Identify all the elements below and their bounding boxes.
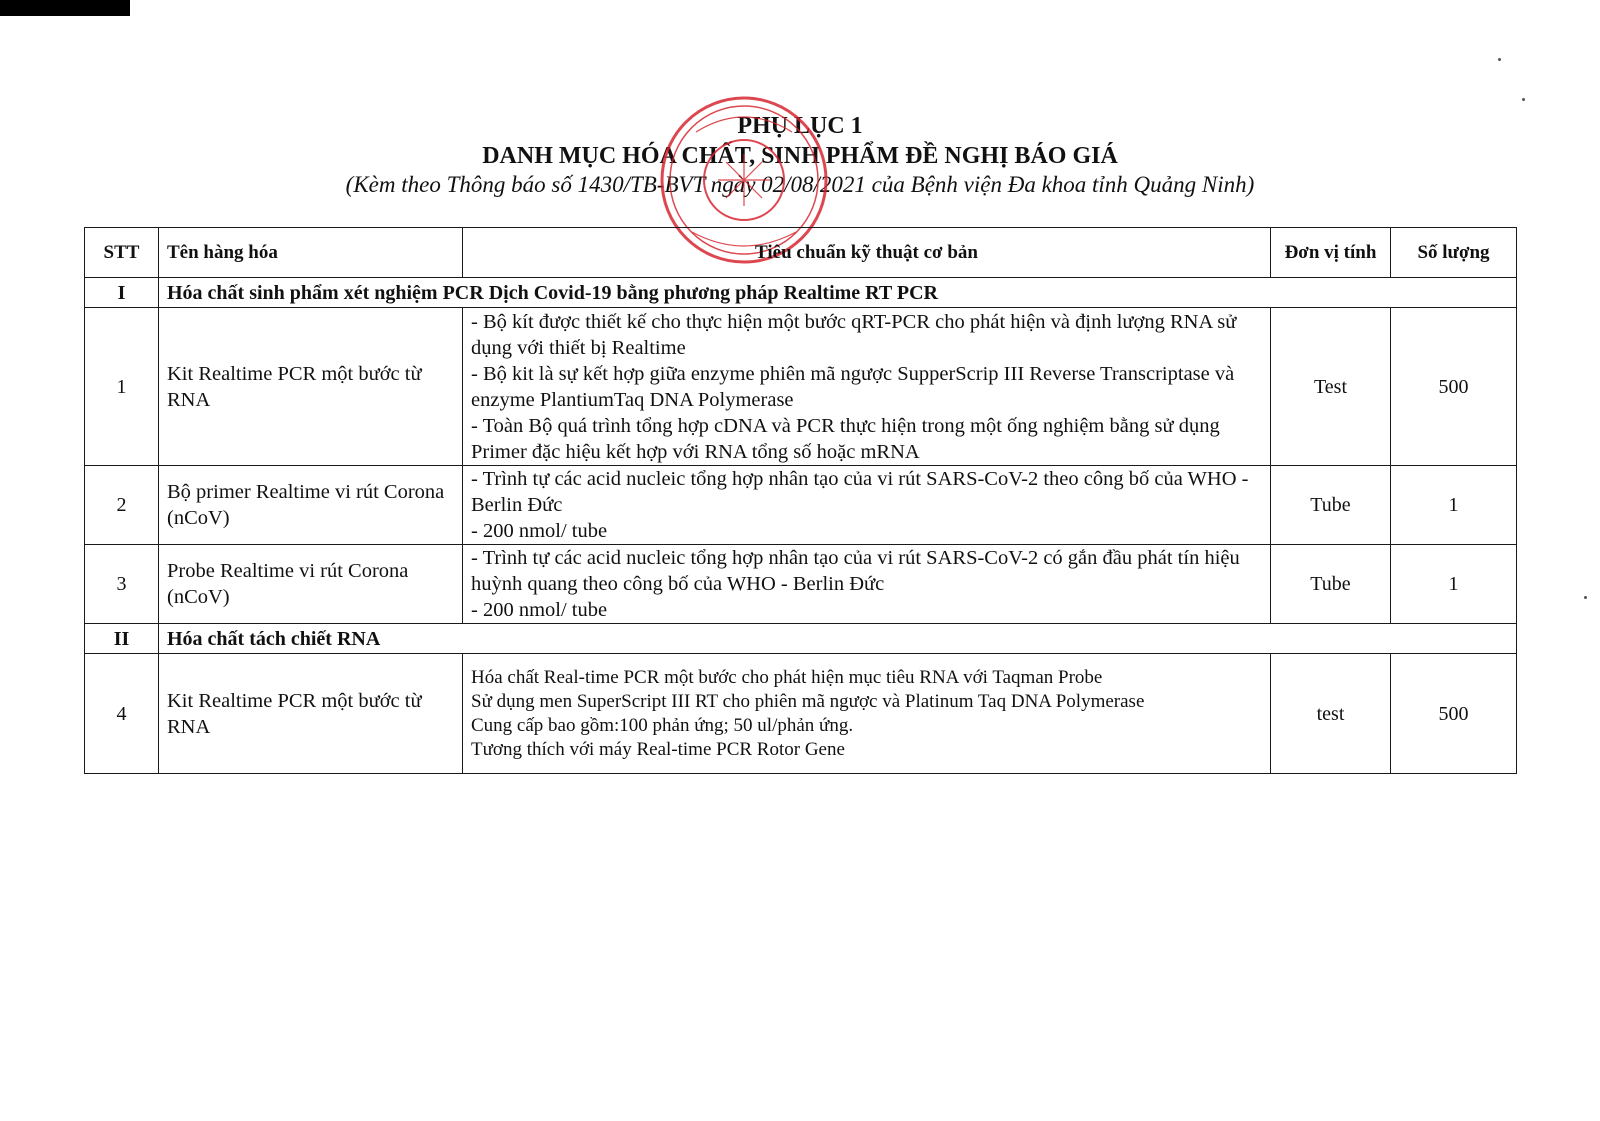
row-unit: Test: [1271, 308, 1391, 466]
quotation-table: [84, 227, 1517, 774]
spec-line: - Trình tự các acid nucleic tổng hợp nhân tạo của vi rút SARS-CoV-2 theo công bố của WHO - Berlin Đức: [471, 468, 1249, 516]
spec-line: - Trình tự các acid nucleic tổng hợp nhân tạo của vi rút SARS-CoV-2 có gắn đầu phát tín hiệu huỳnh quang theo công bố của WHO - Berlin Đức: [471, 547, 1240, 595]
section-number: I: [85, 278, 159, 308]
document-subtitle: (Kèm theo Thông báo số 1430/TB-BVT ngày 02/08/2021 của Bệnh viện Đa khoa tỉnh Quảng Ninh): [345, 172, 1255, 197]
row-stt: 2: [85, 466, 159, 545]
spec-line: Hóa chất Real-time PCR một bước cho phát hiện mục tiêu RNA với Taqman Probe: [471, 666, 1103, 688]
row-unit: Tube: [1271, 466, 1391, 545]
section-row: [85, 624, 1517, 654]
column-header-unit: Đơn vị tính: [1271, 228, 1391, 278]
column-header-qty: Số lượng: [1391, 228, 1517, 278]
column-header-spec: Tiêu chuẩn kỹ thuật cơ bản: [463, 228, 1271, 278]
row-qty: 1: [1391, 466, 1517, 545]
spec-line: - Toàn Bộ quá trình tổng hợp cDNA và PCR thực hiện trong một ống nghiệm bằng sử dụng Primer đặc hiệu kết hợp với RNA tổng số hoặc mRNA: [471, 414, 1220, 463]
row-spec: [463, 308, 1271, 466]
section-number: II: [85, 624, 159, 654]
column-header-stt: STT: [85, 228, 159, 278]
row-name: Probe Realtime vi rút Corona (nCoV): [159, 545, 463, 624]
table-header-row: [85, 228, 1517, 278]
section-title: Hóa chất tách chiết RNA: [159, 624, 1517, 654]
document-title: DANH MỤC HÓA CHẤT, SINH PHẨM ĐỀ NGHỊ BÁO GIÁ: [482, 143, 1118, 169]
row-name: Kit Realtime PCR một bước từ RNA: [159, 308, 463, 466]
scan-corner-mark: [0, 0, 130, 16]
appendix-label: PHỤ LỤC 1: [737, 113, 863, 139]
spec-line: Tương thích với máy Real-time PCR Rotor Gene: [471, 738, 845, 760]
table-row: [85, 466, 1517, 545]
row-stt: 4: [85, 654, 159, 774]
row-spec: [463, 654, 1271, 774]
spec-line: - Bộ kit là sự kết hợp giữa enzyme phiên mã ngược SupperScrip III Reverse Transcriptase và enzyme PlantiumTaq DNA Polymerase: [471, 362, 1235, 411]
spec-line: Sử dụng men SuperScript III RT cho phiên mã ngược và Platinum Taq DNA Polymerase: [471, 690, 1145, 712]
row-name: Bộ primer Realtime vi rút Corona (nCoV): [159, 466, 463, 545]
table-row: [85, 308, 1517, 466]
column-header-name: Tên hàng hóa: [159, 228, 463, 278]
row-qty: 500: [1391, 654, 1517, 774]
row-stt: 3: [85, 545, 159, 624]
row-unit: test: [1271, 654, 1391, 774]
row-qty: 1: [1391, 545, 1517, 624]
spec-line: - Bộ kít được thiết kế cho thực hiện một bước qRT-PCR cho phát hiện và định lượng RNA sử dụng với thiết bị Realtime: [471, 310, 1237, 359]
table-row: [85, 654, 1517, 774]
row-stt: 1: [85, 308, 159, 466]
scan-speck: [1522, 98, 1525, 101]
scan-speck: [1498, 58, 1501, 61]
section-title: Hóa chất sinh phẩm xét nghiệm PCR Dịch Covid-19 bằng phương pháp Realtime RT PCR: [159, 278, 1517, 308]
scan-speck: [1584, 596, 1587, 599]
row-spec: [463, 466, 1271, 545]
spec-line: - 200 nmol/ tube: [471, 599, 608, 621]
spec-line: Cung cấp bao gồm:100 phản ứng; 50 ul/phản ứng.: [471, 714, 854, 736]
spec-line: - 200 nmol/ tube: [471, 520, 608, 542]
row-name: Kit Realtime PCR một bước từ RNA: [159, 654, 463, 774]
table-row: [85, 545, 1517, 624]
row-unit: Tube: [1271, 545, 1391, 624]
row-spec: [463, 545, 1271, 624]
section-row: [85, 278, 1517, 308]
row-qty: 500: [1391, 308, 1517, 466]
